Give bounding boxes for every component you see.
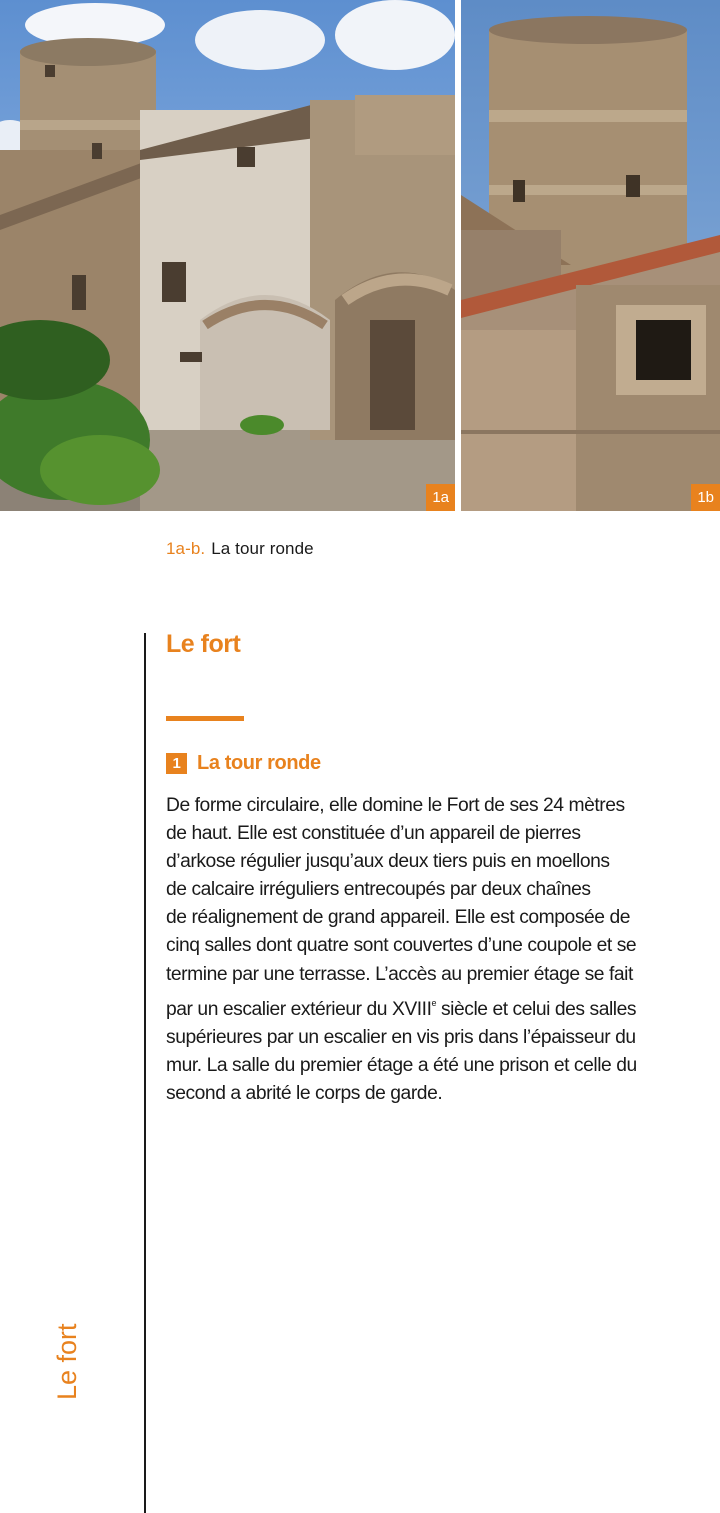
title-underline bbox=[166, 716, 244, 721]
body-paragraph bbox=[166, 792, 676, 1108]
body-text-segment: par un escalier extérieur du XVIII bbox=[166, 998, 432, 1020]
body-line: de haut. Elle est constituée d’un appareil de pierres bbox=[166, 823, 581, 845]
subsection-number-badge: 1 bbox=[166, 753, 187, 774]
body-line: mur. La salle du premier étage a été une prison et celle du bbox=[166, 1054, 637, 1076]
photo-label-1b: 1b bbox=[691, 484, 720, 511]
subsection-heading bbox=[166, 752, 321, 775]
caption-ref: 1a-b. bbox=[166, 539, 206, 558]
figure-caption bbox=[166, 539, 314, 559]
photo-label-1a: 1a bbox=[426, 484, 455, 511]
body-line: second a abrité le corps de garde. bbox=[166, 1082, 443, 1104]
tower-close-image bbox=[461, 0, 720, 511]
body-line: supérieures par un escalier en vis pris dans l’épaisseur du bbox=[166, 1026, 636, 1048]
body-line: termine par une terrasse. L’accès au premier étage se fait bbox=[166, 963, 633, 985]
tower-courtyard-image bbox=[0, 0, 455, 511]
century-superscript: e bbox=[431, 997, 437, 1008]
photo-tour-ronde-1a bbox=[0, 0, 455, 511]
body-line: de calcaire irréguliers entrecoupés par deux chaînes bbox=[166, 879, 591, 901]
subsection-title: La tour ronde bbox=[197, 752, 321, 774]
body-line: De forme circulaire, elle domine le Fort de ses 24 mètres bbox=[166, 795, 625, 816]
body-text-segment: siècle et celui des salles bbox=[436, 998, 637, 1020]
section-title: Le fort bbox=[166, 630, 241, 658]
photo-tour-ronde-1b bbox=[461, 0, 720, 511]
caption-text: La tour ronde bbox=[211, 539, 314, 558]
vertical-divider bbox=[144, 633, 146, 1513]
body-line: d’arkose régulier jusqu’aux deux tiers puis en moellons bbox=[166, 851, 610, 873]
body-line: de réalignement de grand appareil. Elle est composée de bbox=[166, 907, 631, 929]
body-line: cinq salles dont quatre sont couvertes d’une coupole et se bbox=[166, 935, 637, 957]
side-chapter-label: Le fort bbox=[52, 1323, 82, 1400]
body-line bbox=[166, 989, 676, 1024]
